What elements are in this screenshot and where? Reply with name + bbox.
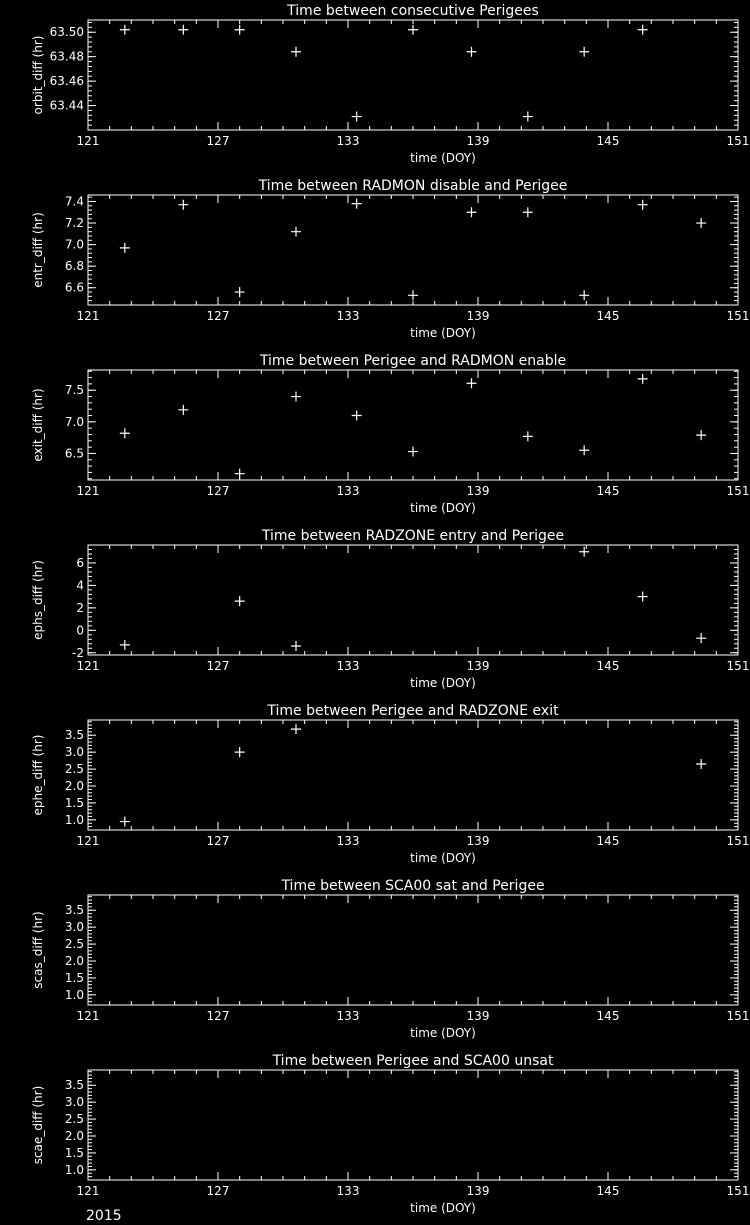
x-tick-label: 127 <box>206 1184 230 1198</box>
x-tick-label: 145 <box>596 1184 620 1198</box>
y-tick-label: 7.0 <box>64 237 84 252</box>
chart-title: Time between consecutive Perigees <box>287 3 539 19</box>
data-point <box>178 405 188 415</box>
data-point <box>638 374 648 384</box>
x-tick-label: 139 <box>466 134 490 148</box>
chart-title: Time between Perigee and RADZONE exit <box>267 703 559 719</box>
x-tick-label: 127 <box>206 134 230 148</box>
x-axis-label: time (DOY) <box>410 1026 476 1040</box>
y-tick-label: 2.5 <box>64 762 84 777</box>
plot-frame <box>88 720 738 830</box>
y-tick-label: 0 <box>76 623 84 638</box>
y-tick-label: 3.5 <box>64 1078 84 1093</box>
x-axis-label: time (DOY) <box>410 1201 476 1215</box>
y-axis-label: ephs_diff (hr) <box>31 560 45 640</box>
chart-panel-3 <box>31 353 749 515</box>
x-tick-label: 133 <box>336 834 360 848</box>
y-axis-label: scae_diff (hr) <box>31 1085 45 1165</box>
y-axis-label: ephe_diff (hr) <box>31 734 45 816</box>
data-point <box>120 25 130 35</box>
data-point <box>579 290 589 300</box>
x-axis-label: time (DOY) <box>410 326 476 340</box>
x-tick-label: 127 <box>206 484 230 498</box>
x-tick-label: 151 <box>726 834 750 848</box>
x-tick-label: 145 <box>596 834 620 848</box>
x-axis-label: time (DOY) <box>410 676 476 690</box>
data-point <box>235 287 245 297</box>
x-tick-label: 121 <box>76 1009 100 1023</box>
data-point <box>120 428 130 438</box>
data-point <box>523 207 533 217</box>
y-tick-label: 2.5 <box>64 937 84 952</box>
data-point <box>408 447 418 457</box>
x-tick-label: 133 <box>336 1184 360 1198</box>
chart-title: Time between RADMON disable and Perigee <box>258 178 568 194</box>
plot-frame <box>88 895 738 1005</box>
data-point <box>235 25 245 35</box>
chart-title: Time between SCA00 sat and Perigee <box>281 878 545 894</box>
data-point <box>523 112 533 122</box>
x-tick-label: 121 <box>76 309 100 323</box>
y-tick-label: 63.46 <box>49 74 84 89</box>
y-tick-label: -2 <box>72 645 84 660</box>
data-point <box>638 200 648 210</box>
x-tick-label: 139 <box>466 1184 490 1198</box>
data-point <box>291 227 301 237</box>
y-tick-label: 7.0 <box>64 414 84 429</box>
data-point <box>235 596 245 606</box>
data-point <box>291 47 301 57</box>
chart-title: Time between Perigee and RADMON enable <box>259 353 567 369</box>
y-tick-label: 2.0 <box>64 779 84 793</box>
x-tick-label: 151 <box>726 484 750 498</box>
x-tick-label: 151 <box>726 1009 750 1023</box>
y-tick-label: 6 <box>76 555 84 570</box>
y-axis-label: exit_diff (hr) <box>31 388 45 462</box>
chart-panel-7 <box>31 1053 749 1215</box>
data-point <box>696 430 706 440</box>
plot-frame <box>88 20 738 130</box>
x-tick-label: 127 <box>206 659 230 673</box>
y-tick-label: 3.0 <box>64 745 84 760</box>
x-tick-label: 145 <box>596 1009 620 1023</box>
data-point <box>523 431 533 441</box>
data-point <box>291 392 301 402</box>
y-axis-label: orbit_diff (hr) <box>31 35 45 115</box>
x-tick-label: 133 <box>336 659 360 673</box>
x-tick-label: 133 <box>336 134 360 148</box>
y-axis-label: entr_diff (hr) <box>31 212 45 288</box>
chart-panel-1 <box>31 3 749 165</box>
data-point <box>120 817 130 827</box>
x-tick-label: 145 <box>596 659 620 673</box>
x-tick-label: 133 <box>336 309 360 323</box>
y-tick-label: 6.5 <box>64 446 84 461</box>
y-tick-label: 2 <box>76 600 84 615</box>
data-point <box>696 759 706 769</box>
y-tick-label: 7.5 <box>64 383 84 398</box>
data-point <box>352 411 362 421</box>
data-point <box>178 200 188 210</box>
y-tick-label: 3.5 <box>64 903 84 918</box>
data-point <box>638 592 648 602</box>
x-tick-label: 151 <box>726 659 750 673</box>
y-tick-label: 3.0 <box>64 920 84 935</box>
data-point <box>291 724 301 734</box>
y-tick-label: 1.0 <box>64 1162 84 1177</box>
y-tick-label: 3.5 <box>64 728 84 743</box>
x-tick-label: 121 <box>76 134 100 148</box>
plot-frame <box>88 1070 738 1180</box>
x-tick-label: 151 <box>726 134 750 148</box>
y-tick-label: 4 <box>76 578 84 593</box>
data-point <box>408 25 418 35</box>
data-point <box>120 640 130 650</box>
y-tick-label: 63.48 <box>49 49 84 64</box>
data-point <box>638 25 648 35</box>
y-tick-label: 1.5 <box>64 1145 84 1160</box>
y-tick-label: 1.5 <box>64 970 84 985</box>
data-point <box>467 207 477 217</box>
year-label: 2015 <box>86 1208 122 1224</box>
data-point <box>408 290 418 300</box>
chart-panel-2 <box>31 178 749 340</box>
x-axis-label: time (DOY) <box>410 501 476 515</box>
chart-panel-4 <box>31 528 749 690</box>
x-tick-label: 151 <box>726 309 750 323</box>
x-tick-label: 139 <box>466 834 490 848</box>
data-point <box>120 243 130 253</box>
x-tick-label: 139 <box>466 484 490 498</box>
x-tick-label: 133 <box>336 484 360 498</box>
data-point <box>696 633 706 643</box>
data-point <box>696 218 706 228</box>
y-tick-label: 63.44 <box>49 98 84 113</box>
data-point <box>178 25 188 35</box>
x-tick-label: 133 <box>336 1009 360 1023</box>
y-tick-label: 1.0 <box>64 987 84 1002</box>
y-tick-label: 2.0 <box>64 1129 84 1143</box>
chart-panel-6 <box>31 878 749 1040</box>
chart-title: Time between RADZONE entry and Perigee <box>261 528 565 544</box>
data-point <box>291 641 301 651</box>
x-axis-label: time (DOY) <box>410 851 476 865</box>
x-tick-label: 151 <box>726 1184 750 1198</box>
chart-title: Time between Perigee and SCA00 unsat <box>272 1053 554 1069</box>
y-tick-label: 2.5 <box>64 1112 84 1127</box>
y-tick-label: 1.0 <box>64 812 84 827</box>
plot-frame <box>88 370 738 480</box>
x-tick-label: 145 <box>596 484 620 498</box>
plot-frame <box>88 545 738 655</box>
plot-frame <box>88 195 738 305</box>
y-tick-label: 1.5 <box>64 795 84 810</box>
y-tick-label: 2.0 <box>64 954 84 968</box>
y-tick-label: 7.2 <box>64 216 84 231</box>
y-tick-label: 6.8 <box>64 259 84 274</box>
x-tick-label: 127 <box>206 834 230 848</box>
x-tick-label: 121 <box>76 1184 100 1198</box>
data-point <box>235 747 245 757</box>
x-tick-label: 139 <box>466 659 490 673</box>
data-point <box>579 47 589 57</box>
y-tick-label: 3.0 <box>64 1095 84 1110</box>
x-tick-label: 121 <box>76 484 100 498</box>
x-axis-label: time (DOY) <box>410 151 476 165</box>
x-tick-label: 127 <box>206 309 230 323</box>
data-point <box>467 378 477 388</box>
data-point <box>235 469 245 479</box>
y-tick-label: 63.50 <box>49 25 84 40</box>
x-tick-label: 127 <box>206 1009 230 1023</box>
y-tick-label: 6.6 <box>64 280 84 295</box>
data-point <box>352 199 362 209</box>
chart-panel-5 <box>31 703 749 865</box>
data-point <box>352 112 362 122</box>
x-tick-label: 121 <box>76 659 100 673</box>
y-axis-label: scas_diff (hr) <box>31 911 45 989</box>
data-point <box>467 47 477 57</box>
y-tick-label: 7.4 <box>64 194 84 209</box>
x-tick-label: 145 <box>596 309 620 323</box>
x-tick-label: 145 <box>596 134 620 148</box>
x-tick-label: 121 <box>76 834 100 848</box>
data-point <box>579 445 589 455</box>
x-tick-label: 139 <box>466 1009 490 1023</box>
data-point <box>579 547 589 557</box>
x-tick-label: 139 <box>466 309 490 323</box>
